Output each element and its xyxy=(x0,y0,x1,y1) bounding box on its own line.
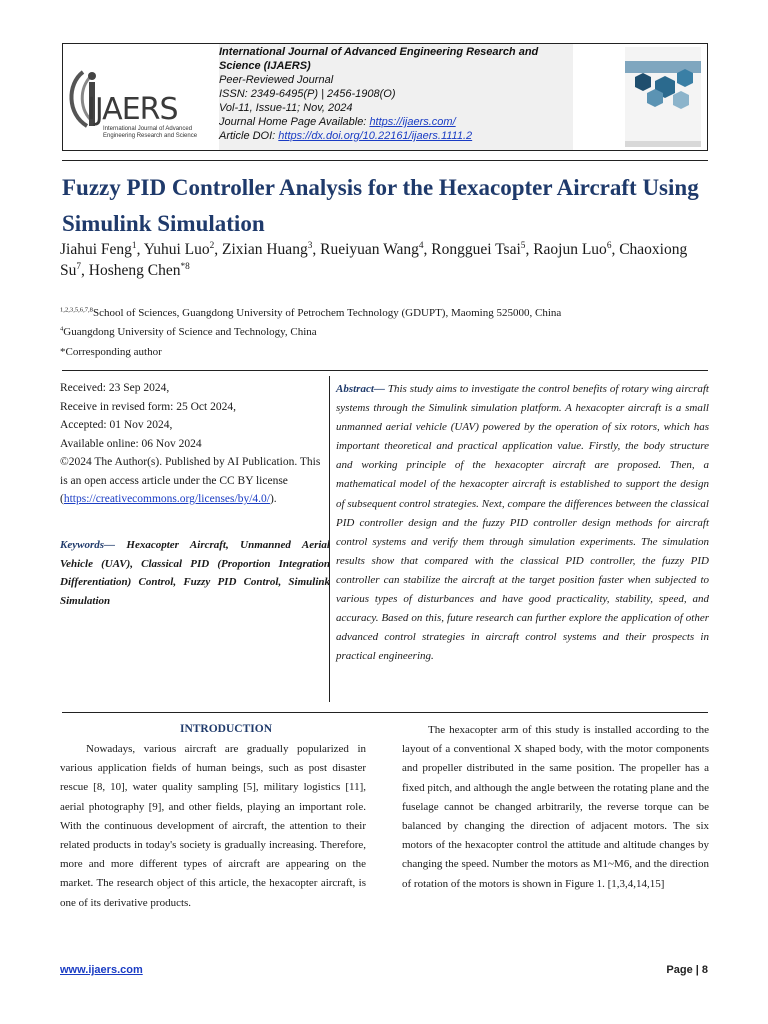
issn: ISSN: 2349-6495(P) | 2456-1908(O) xyxy=(219,88,396,100)
online-date: Available online: 06 Nov 2024 xyxy=(60,437,202,450)
author-name: Chaoxiong Su xyxy=(60,241,688,279)
affiliation-line xyxy=(60,306,561,320)
affiliation-text: School of Sciences, Guangdong University of Petrochem Technology (GDUPT), Maoming 525000, China xyxy=(92,307,562,319)
author-separator: , xyxy=(611,241,620,258)
author-separator: , xyxy=(81,262,89,279)
body-column-right: The hexacopter arm of this study is installed according to the layout of a conventional X shaped body, with the motor components and propeller distributed in the same position. The propeller has a fixed pitch, and although the angle between the rotating plane and the fuselage cannot be changed arbitrarily, the reverse torque can be balanced by changing the direction of adjacent motors. The six motors of the hexacopter control the attitude and altitude changes by changing the speed. Number the motors as M1~M6, and the direction of rotation of the motors is shown in Figure 1. [1,3,4,14,15] xyxy=(402,724,709,890)
homepage-label: Journal Home Page Available: xyxy=(219,116,370,128)
keywords-text: Hexacopter Aircraft, Unmanned Aerial Vehicle (UAV), Classical PID (Proportion Integration Differentiation) Control, Fuzzy PID Control, Simulink Simulation xyxy=(60,539,330,607)
author-name: Yuhui Luo xyxy=(143,241,210,258)
footer-url[interactable]: www.ijaers.com xyxy=(60,964,143,976)
author-affiliation-marker: 3 xyxy=(307,240,313,251)
logo-text: IJAERS xyxy=(87,92,178,127)
keywords xyxy=(60,536,330,610)
divider xyxy=(62,712,708,713)
author-affiliation-marker: 2 xyxy=(209,240,215,251)
author-name: Zixian Huang xyxy=(222,241,308,258)
affiliation-marker: 1,2,3,5,6,7,8 xyxy=(60,306,93,314)
license-link[interactable]: https://creativecommons.org/licenses/by/4.0/ xyxy=(63,493,270,505)
paper-title: Fuzzy PID Controller Analysis for the Hexacopter Aircraft Using Simulink Simulation xyxy=(62,175,699,236)
author-name: Rongguei Tsai xyxy=(431,241,521,258)
author-separator: , xyxy=(525,241,534,258)
accepted-date: Accepted: 01 Nov 2024, xyxy=(60,419,173,431)
abstract-text: This study aims to investigate the control benefits of rotary wing aircraft systems through the Simulink simulation platform. A hexacopter aircraft is a small unmanned aerial vehicle (UAV) powered by the operation of six rotors, which has important theoretical and practical application value. Firstly, the body structure and working principle of the hexacopter aircraft are proposed. Then, a mathematical model of the hexacopter aircraft is established to support the design of subsequent control strategies. Next, compare the differences between the classical PID controller design and the fuzzy PID controller design methods for aircraft control systems and verify them through simulation experiments. The simulation results show that compared with the classical PID controller, the fuzzy PID controller can stabilize the aircraft at the target position faster when subjected to various types of disturbances and have good practicality, stability, speed, and accuracy. Based on this, future research can further explore the application of other advanced control strategies in aircraft control systems and their prospects in practical engineering. xyxy=(336,383,709,663)
journal-logo xyxy=(65,64,211,144)
doi-line xyxy=(219,129,573,143)
author-name: Raojun Luo xyxy=(533,241,607,258)
cover-hexagon-icon xyxy=(625,47,701,147)
divider xyxy=(62,370,708,371)
author-affiliation-marker: 5 xyxy=(520,240,526,251)
volume: Vol-11, Issue-11; Nov, 2024 xyxy=(219,102,353,114)
abstract xyxy=(336,380,709,666)
doi-label: Article DOI: xyxy=(219,130,279,142)
affiliation-marker: 4 xyxy=(60,325,64,333)
author-list xyxy=(60,239,710,281)
copyright-text: ©2024 The Author(s). Published by AI Publication. This is an open access article under the CC BY license xyxy=(60,456,321,487)
column-divider xyxy=(329,376,330,702)
author-name: Rueiyuan Wang xyxy=(320,241,419,258)
journal-header xyxy=(62,43,708,151)
section-title: INTRODUCTION xyxy=(179,723,272,735)
author-name: Jiahui Feng xyxy=(60,241,132,258)
logo-subtitle: International Journal of Advanced Engineering Research and Science xyxy=(103,126,198,139)
author-affiliation-marker: 6 xyxy=(606,240,612,251)
homepage-line xyxy=(219,115,573,129)
journal-title: International Journal of Advanced Engineering Research and Science (IJAERS) xyxy=(219,46,539,72)
author-separator: , xyxy=(312,241,321,258)
abstract-label: Abstract— xyxy=(336,383,385,395)
article-info xyxy=(60,379,325,509)
doi-link[interactable]: https://dx.doi.org/10.22161/ijaers.1111.2 xyxy=(278,130,473,142)
author-separator: , xyxy=(136,241,144,258)
author-affiliation-marker: 7 xyxy=(76,261,82,272)
revised-date: Receive in revised form: 25 Oct 2024, xyxy=(60,400,236,413)
divider xyxy=(62,160,708,161)
affiliation-text: *Corresponding author xyxy=(60,346,162,358)
affiliation-line xyxy=(60,345,162,359)
author-separator: , xyxy=(214,241,223,258)
author-affiliation-marker: 1 xyxy=(131,240,137,251)
author-name: Hosheng Chen xyxy=(88,262,181,279)
body-column-left: Nowadays, various aircraft are gradually popularized in various application fields of human beings, such as post disaster rescue [8, 10], water quality sampling [5], military logistics [11], aerial photography [9], and other fields, playing an important role. With the continuous development of aircraft, the attention to their related products in today's society is gradually increasing. Therefore, more and more different types of aircraft are appearing on the market. The research object of this article, the hexacopter aircraft, is one of its derivative products. xyxy=(60,743,366,909)
journal-cover-image xyxy=(625,47,701,147)
author-affiliation-marker: *8 xyxy=(180,261,190,272)
journal-info xyxy=(219,44,573,150)
homepage-link[interactable]: https://ijaers.com/ xyxy=(369,116,456,128)
author-affiliation-marker: 4 xyxy=(418,240,424,251)
keywords-label: Keywords— xyxy=(60,539,115,551)
author-separator: , xyxy=(423,241,432,258)
page-number: Page | 8 xyxy=(666,964,708,976)
affiliation-text: Guangdong University of Science and Technology, China xyxy=(63,326,317,338)
peer-reviewed: Peer-Reviewed Journal xyxy=(219,74,334,86)
affiliation-line xyxy=(60,325,317,339)
copyright-notice: ©2024 The Author(s). Published by AI Publication. This is an open access article under the CC BY license (https://creativecommons.org/licenses/by/4.0/). xyxy=(60,456,321,505)
received-date: Received: 23 Sep 2024, xyxy=(60,382,170,394)
